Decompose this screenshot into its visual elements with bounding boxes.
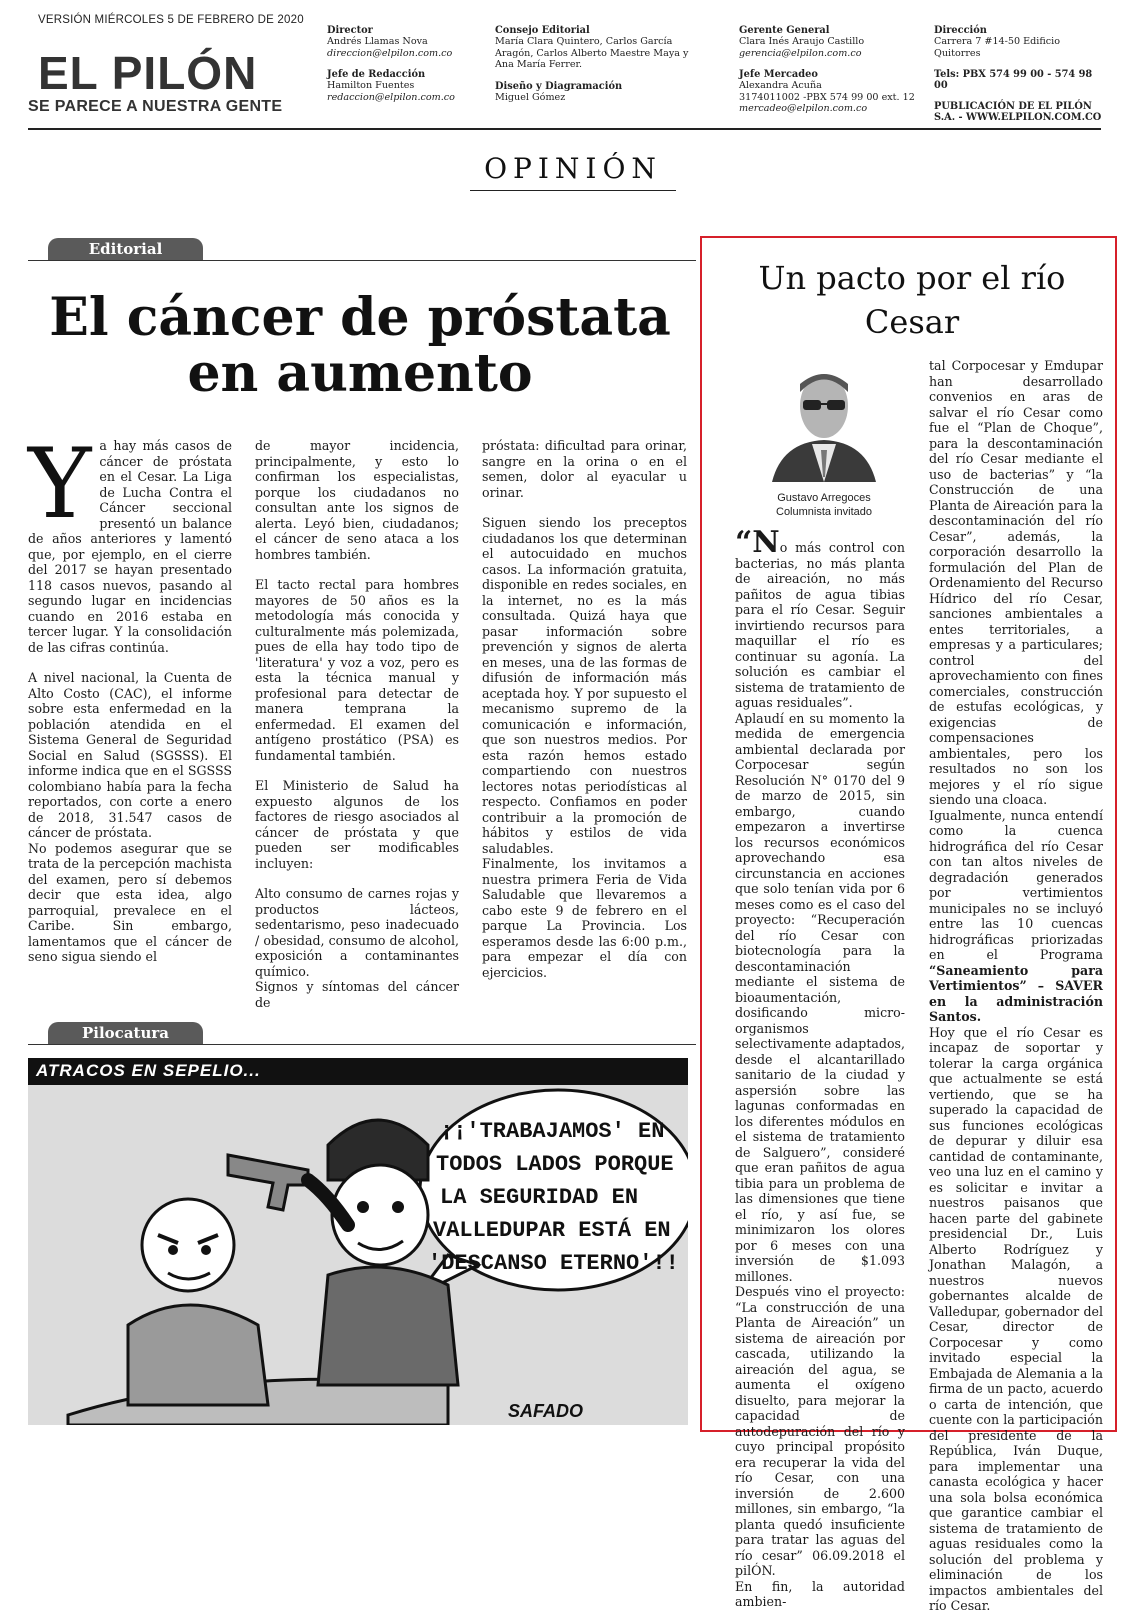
staff-name: Hamilton Fuentes xyxy=(327,80,415,92)
editorial-column-2 xyxy=(255,438,459,1010)
paragraph: No podemos asegurar que se trata de la percepción machista del examen, pero sí debemos decir que esta idea, algo parroquial, prevalece en el Caribe. Sin embargo, lamentamos que el cáncer de seno sigua siendo el xyxy=(28,840,232,964)
staff-email: direccion@elpilon.com.co xyxy=(327,47,453,59)
opinion-title-line: Un pacto por el río xyxy=(758,259,1066,297)
paragraph: Aplaudí en su momento la medida de emergencia ambiental declarada por Corpocesar según Resolución N° 0170 del 9 de marzo de 2015, sin embargo, cuando empezaron a invertirse los recursos económicos aprovechando esa circunstancia en acciones que solo tenían vida por 6 meses como es el caso del proyecto: “Recuperación del río Cesar con biotecnología para la descontaminación mediante el sistema de bioaumentación, dosificando micro-organismos selectivamente adaptados, desde el alcantarillado sanitario de la ciudad y aspersión sobre las lagunas conformadas en los diferentes módulos en el sistema de tratamiento de Salguero”, consideré que eran pañitos de agua tibia para un problema de las dimensiones que tiene el río, y así fue, se minimizaron los olores por 6 meses con una inversión de $1.093 millones. xyxy=(735,710,906,1284)
staff-name: Alexandra Acuña xyxy=(739,80,822,92)
author-portrait-drawing xyxy=(772,362,876,482)
author-role: Columnista invitado xyxy=(776,506,872,518)
staff-column-director xyxy=(327,25,487,103)
editorial-headline: El cáncer de próstata en aumento xyxy=(49,287,671,404)
paragraph: Finalmente, los invitamos a nuestra primera Feria de Vida Saludable que llevaremos a cabo este 9 de febrero en el parque La Provincia. Los esperamos desde las 6:00 p.m., para empezar el día con ejercicios. xyxy=(482,856,687,980)
staff-name: Clara Inés Araujo Castillo xyxy=(739,36,865,47)
staff-name: Andrés Llamas Nova xyxy=(327,36,428,47)
cartoonist-signature: SAFADO xyxy=(508,1401,584,1421)
staff-label: Dirección xyxy=(934,25,987,36)
staff-email: redaccion@elpilon.com.co xyxy=(327,91,455,103)
edition-date: VERSIÓN MIÉRCOLES 5 DE FEBRERO DE 2020 xyxy=(38,14,304,26)
staff-label: Director xyxy=(327,25,373,36)
paragraph: Hoy que el río Cesar es incapaz de soportar y tolerar la carga orgánica que actualmente se está vertiendo, que se ha superado la capacidad de sus funciones ecológicas de depurar y diluir esa cantidad de contaminante, veo una luz en el camino y es solicitar e invitar a nuestros paisanos que hacen parte del gabinete presidencial Dr., Luis Alberto Rodríguez y Jonathan Malagón, a nuestros nuevos gobernantes alcalde de Valledupar, gobernador del Cesar, director de Corpocesar y como invitado especial la Embajada de Alemania a la firma de un pacto, acuerdo o carta de intención, que cuente con la participación del presidente de la República, Iván Duque, para implementar una canasta ecológica y hacer una sola bolsa económica que garantice cambiar el sistema de tratamiento de aguas residuales como la solución del problema y eliminación de los impactos ambientales del río Cesar. xyxy=(929,1024,1103,1613)
masthead-rule xyxy=(28,128,1101,130)
editorial-rule xyxy=(28,260,696,261)
victim-body xyxy=(128,1305,268,1405)
author-sunglasses-bridge xyxy=(821,403,827,405)
paragraph: a hay más casos de cáncer de próstata en el Cesar. La Liga de Lucha Contra el Cáncer seccional presentó un balance de años anteriores y lamentó que, por ejemplo, en el cierre del 2017 se hayan presentado 118 casos nuevos, pasando al segundo lugar en incidencias cuando en 2016 estaba en tercer lugar. Y la consolidación de las cifras continúa. xyxy=(28,438,232,655)
pilocatura-tab: Pilocatura xyxy=(48,1022,203,1044)
author-sunglasses-right xyxy=(827,400,845,410)
staff-phone: 3174011002 -PBX 574 99 00 ext. 12 xyxy=(739,91,915,103)
opening-quote: “N xyxy=(735,525,780,560)
paragraph: próstata: dificultad para orinar, sangre en la orina o en el semen, dolor al eyacular u orinar. xyxy=(482,438,687,500)
paragraph: Igualmente, nunca entendí como la cuenca hidrográfica del río Cesar con tan altos niveles de degradación generados por vertimientos municipales no se incluyó entre las 10 cuencas hidrográficas priorizadas en el Programa “Saneamiento para Vertimientos” – SAVER en la administración Santos. xyxy=(929,807,1103,1024)
author-caption xyxy=(745,491,903,519)
program-name: “Saneamiento para Vertimientos” – SAVER en la administración Santos. xyxy=(929,962,1103,1024)
editorial-tab: Editorial xyxy=(48,238,203,260)
staff-label: Diseño y Diagramación xyxy=(495,80,623,92)
paragraph: Signos y síntomas del cáncer de xyxy=(255,979,459,1010)
address: Carrera 7 #14-50 Edificio Quitorres xyxy=(934,36,1060,59)
staff-email: gerencia@elpilon.com.co xyxy=(739,47,862,59)
staff-email: mercadeo@elpilon.com.co xyxy=(739,103,868,115)
robber-eye xyxy=(357,1201,369,1213)
staff-name: Miguel Gómez xyxy=(495,91,566,103)
author-photo xyxy=(772,362,876,482)
paragraph: de mayor incidencia, principalmente, y esto lo confirman los especialistas, porque los ciudadanos no consultan ante los signos de alerta. Leyó bien, ciudadanos; el cáncer de seno ataca a los hombres también. xyxy=(255,438,459,562)
staff-label: Gerente General xyxy=(739,25,830,36)
bubble-line: VALLEDUPAR ESTÁ EN xyxy=(433,1218,671,1243)
phones: Tels: PBX 574 99 00 - 574 98 00 xyxy=(934,69,1093,92)
staff-label: Jefe Mercadeo xyxy=(739,69,818,81)
cartoon-drawing xyxy=(28,1085,688,1425)
staff-names: María Clara Quintero, Carlos García Aragón, Carlos Alberto Maestre Maya y Ana María Ferrer. xyxy=(495,36,689,71)
newspaper-tagline: SE PARECE A NUESTRA GENTE xyxy=(28,98,283,115)
opinion-column-right xyxy=(929,358,1103,1614)
staff-label: Jefe de Redacción xyxy=(327,69,426,81)
paragraph: El Ministerio de Salud ha expuesto algunos de los factores de riesgo asociados al cáncer de próstata y que pueden ser modificables incluyen: xyxy=(255,778,459,871)
opinion-column-left xyxy=(735,525,906,1610)
paragraph: El tacto rectal para hombres mayores de 50 años es la metodología más conocida y culturalmente más polemizada, pues de ella hay todo tipo de 'literatura' y voz a voz, pero es esta la técnica manual y profesional para detectar de manera temprana la enfermedad. El examen del antígeno prostático (PSA) es fundamental también. xyxy=(255,577,459,763)
victim-eye xyxy=(168,1245,178,1255)
paragraph: “No más control con bacterias, no más planta de aireación, no más pañitos de agua tibias para el río Cesar. Seguir invirtiendo recursos para maquillar el río es continuar su agonía. La solución es cambiar el sistema de tratamiento de aguas residuales”. xyxy=(735,525,905,710)
cartoon-title: ATRACOS EN SEPELIO... xyxy=(36,1061,261,1080)
editorial-column-3 xyxy=(482,438,687,980)
author-name: Gustavo Arregoces xyxy=(777,492,871,504)
bubble-line: 'DESCANSO ETERNO'!! xyxy=(428,1251,679,1276)
bubble-line: LA SEGURIDAD EN xyxy=(440,1185,639,1210)
staff-column-direccion xyxy=(934,25,1104,123)
victim-eye xyxy=(201,1245,211,1255)
bubble-line: ¡¡'TRABAJAMOS' EN xyxy=(440,1119,665,1144)
paragraph: Alto consumo de carnes rojas y productos lácteos, sedentarismo, peso inadecuado / obesidad, consumo de alcohol, exposición a contaminantes químico. xyxy=(255,886,459,979)
bubble-line: TODOS LADOS PORQUE xyxy=(436,1152,674,1177)
opinion-title-line: Cesar xyxy=(864,303,960,341)
opinion-title xyxy=(712,256,1112,344)
paragraph: Siguen siendo los preceptos ciudadanos los que determinan el autocuidado en muchos casos. La información gratuita, disponible en redes sociales, en la internet, no es la más consultada. Quizá haya que pasar información sobre prevención y signos de alerta en meses, una de las formas de difusión de información más aceptada hoy. Y por supuesto el mecanismo supremo de la comunicación e información, que son nuestros medios. Por esta razón hemos estado compartiendo con nuestros lectores notas periodísticas al respecto. Confiamos en poder contribuir a la promoción de hábitos y estilos de vida saludables. xyxy=(482,515,687,856)
paragraph: tal Corpocesar y Emdupar han desarrollado convenios en aras de salvar el río Cesar como fue el “Plan de Choque”, para la descontaminación del río Cesar mediante el uso de bacterias” y “la Construcción de una Planta de Aireación para la descontaminación del río Cesar”, además, la corporación desarrollo la formulación del Plan de Ordenamiento del Recurso Hídrico del río Cesar, sanciones ambientales a entes territoriales, a empresas y a particulares; control del aprovechamiento con fines comerciales, construcción de estufas ecológicas, y exigencias de compensaciones ambientales, pero los resultados no son los mejores y el río sigue siendo una cloaca. xyxy=(929,358,1103,807)
pilocatura-rule xyxy=(28,1044,696,1045)
paragraph: Después vino el proyecto: “La construcción de una Planta de Aireación” un sistema de aireación por cascada, utilizando la aireación del agua, se aumenta el oxígeno disuelto, para mejorar la capacidad de autodepuración del río y cuyo principal propósito era recuperar la vida del río Cesar, con una inversión de 2.600 millones, sin embargo, “la planta quedó insuficiente para tratar las aguas del río cesar” 06.09.2018 el pilÓN. xyxy=(735,1284,905,1578)
robber-eye xyxy=(392,1201,404,1213)
section-title: OPINIÓN xyxy=(484,152,662,185)
section-underline xyxy=(470,190,676,191)
author-sunglasses-left xyxy=(803,400,821,410)
cartoon-illustration xyxy=(28,1085,688,1425)
staff-column-gerente xyxy=(739,25,924,115)
gun-icon xyxy=(228,1155,308,1210)
paragraph: En fin, la autoridad ambien- xyxy=(735,1578,905,1609)
editorial-column-1 xyxy=(28,428,232,965)
staff-column-consejo xyxy=(495,25,710,103)
paragraph: A nivel nacional, la Cuenta de Alto Costo (CAC), el informe sobre esta enfermedad en la población atendida en el Sistema General de Seguridad Social en Salud (SGSSS). El informe indica que en el SGSSS colombiano había para la fecha reportados, con corte a enero de 2018, 31.547 casos de cáncer de próstata. xyxy=(28,670,232,840)
drop-cap: Y xyxy=(28,428,92,540)
staff-label: Consejo Editorial xyxy=(495,25,590,36)
robber-body xyxy=(318,1267,458,1385)
newspaper-logo: EL PILÓN xyxy=(38,47,258,99)
publisher: PUBLICACIÓN DE EL PILÓN S.A. - WWW.ELPILON.COM.CO xyxy=(934,101,1102,124)
